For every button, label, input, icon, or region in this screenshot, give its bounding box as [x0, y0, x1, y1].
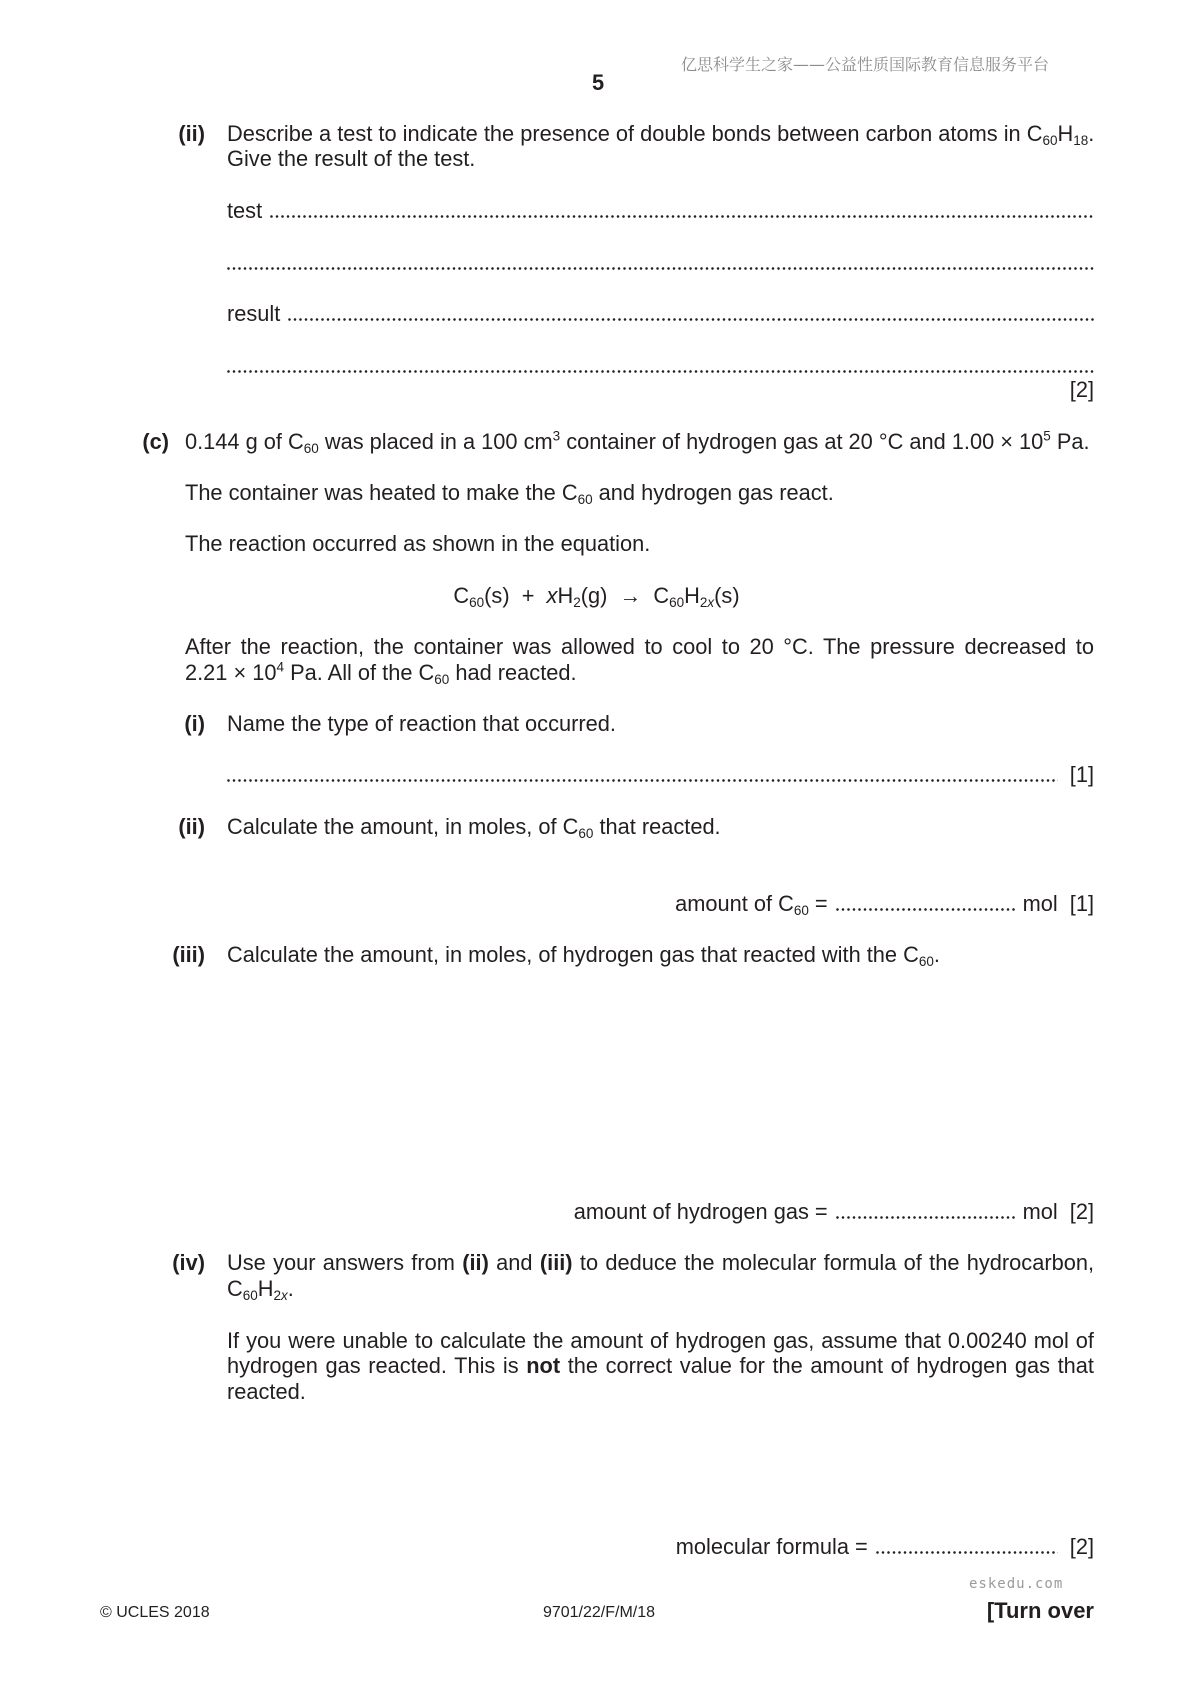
question-text: The reaction occurred as shown in the equation.	[185, 531, 651, 556]
text-run: Use your answers from	[227, 1250, 463, 1275]
paper-code: 9701/22/F/M/18	[542, 1604, 656, 1621]
text-run: amount of C	[675, 891, 794, 916]
marks-label: [1]	[1069, 891, 1094, 916]
answer-line	[288, 318, 1094, 321]
text-run: and hydrogen gas react.	[592, 480, 834, 505]
answer-row	[227, 353, 1094, 379]
question-number-ii: (ii)	[178, 121, 205, 146]
text-run: H	[557, 583, 574, 608]
watermark-header: 亿思科学生之家——公益性质国际教育信息服务平台	[681, 55, 1050, 74]
question-text	[227, 146, 475, 172]
subscript: 60	[577, 492, 593, 508]
question-text	[227, 814, 721, 840]
answer-line	[836, 1216, 1017, 1219]
text-run: 0.144 g of C	[185, 429, 304, 454]
note-text	[227, 1379, 306, 1405]
text-run: Give the result of the test.	[227, 146, 476, 171]
text-run: to deduce the molecular formula of the hydrocarbon,	[572, 1250, 1094, 1275]
answer-row-molecular-formula	[676, 1534, 1094, 1560]
question-number-i: (i)	[184, 711, 205, 736]
answer-line	[836, 908, 1017, 911]
answer-row	[227, 250, 1094, 276]
answer-line	[227, 779, 1058, 782]
text-run: the correct value for the amount of hydrogen gas that	[560, 1353, 1094, 1378]
subscript: x	[281, 1288, 288, 1304]
text-run: container of hydrogen gas at 20 °C and 1.00 × 10	[560, 429, 1044, 454]
text-run: and	[488, 1250, 540, 1275]
note-text	[227, 1328, 1094, 1354]
subscript: 2	[699, 595, 708, 611]
text-run: =	[808, 891, 828, 916]
answer-row-amount-c60	[675, 891, 1094, 917]
question-number-iv: (iv)	[172, 1250, 205, 1275]
marks-label: [2]	[1069, 1534, 1094, 1559]
marks-label: [1]	[1069, 762, 1094, 787]
bold-text: (iii)	[539, 1250, 573, 1275]
text-run: had reacted.	[449, 660, 577, 685]
question-text	[185, 634, 1094, 660]
text-run: (s) +	[484, 583, 547, 608]
text-run: (g) → C	[580, 583, 670, 608]
question-text	[185, 660, 577, 686]
question-part-c: (c)	[142, 429, 169, 454]
answer-label: amount of hydrogen gas =	[573, 1199, 828, 1224]
subscript: 60	[918, 954, 934, 970]
subscript: 60	[1042, 133, 1058, 149]
answer-line	[227, 267, 1094, 270]
answer-line	[876, 1551, 1058, 1554]
subscript: 60	[578, 826, 594, 842]
answer-row	[227, 762, 1094, 788]
answer-row-test	[227, 198, 1094, 224]
subscript: 60	[434, 672, 450, 688]
text-run: H	[257, 1276, 274, 1301]
text-run: .	[287, 1276, 294, 1301]
text-run: After the reaction, the container was allowed to cool to 20 °C. The pressure decreased to	[185, 634, 1094, 659]
turn-over-label: [Turn over	[986, 1598, 1094, 1623]
text-run: If you were unable to calculate the amount of hydrogen gas, assume that 0.00240 mol of	[227, 1328, 1094, 1353]
text-run: H	[684, 583, 700, 608]
question-text	[185, 429, 1090, 455]
bold-text: not	[526, 1353, 561, 1378]
text-run: 2.21 × 10	[185, 660, 277, 685]
subscript: 60	[469, 595, 485, 611]
question-text: Name the type of reaction that occurred.	[227, 711, 616, 736]
superscript: 5	[1043, 428, 1051, 444]
text-run: Calculate the amount, in moles, of C	[227, 814, 579, 839]
text-run: The container was heated to make the C	[185, 480, 578, 505]
subscript: x	[707, 595, 715, 611]
answer-label-test: test	[227, 198, 263, 223]
text-run: .	[1088, 121, 1095, 146]
text-run: reacted.	[227, 1379, 306, 1404]
copyright-text: © UCLES 2018	[100, 1604, 210, 1621]
text-run: that reacted.	[593, 814, 721, 839]
text-run: Describe a test to indicate the presence of double bonds between carbon atoms in C	[227, 121, 1043, 146]
question-text	[185, 480, 834, 506]
watermark-footer: eskedu.com	[969, 1576, 1064, 1592]
answer-line	[227, 370, 1094, 373]
text-run: Calculate the amount, in moles, of hydrogen gas that reacted with the C	[227, 942, 919, 967]
answer-label: molecular formula =	[675, 1534, 868, 1559]
question-text	[227, 942, 940, 968]
marks-label: [2]	[1069, 1199, 1094, 1224]
chemical-equation	[0, 583, 1191, 609]
text-run: C	[227, 1276, 243, 1301]
superscript: 3	[552, 428, 561, 444]
note-text	[227, 1353, 1094, 1379]
answer-label-result: result	[227, 301, 281, 326]
subscript: 2	[573, 595, 581, 611]
subscript: 60	[669, 595, 685, 611]
bold-text: (ii)	[462, 1250, 489, 1275]
marks-label: [2]	[1069, 377, 1094, 402]
subscript: 2	[273, 1288, 282, 1304]
answer-label	[675, 891, 828, 917]
answer-line	[270, 215, 1094, 218]
question-number-ii: (ii)	[178, 814, 205, 839]
text-run: Pa. All of the C	[284, 660, 435, 685]
question-text	[227, 121, 1094, 147]
text-run: H	[1057, 121, 1074, 146]
question-text	[227, 1250, 1094, 1276]
text-run: (s)	[714, 583, 740, 608]
text-run: Pa.	[1050, 429, 1090, 454]
text-run: was placed in a 100 cm	[318, 429, 553, 454]
text-run: C	[453, 583, 470, 608]
superscript: 4	[276, 659, 285, 675]
question-number-iii: (iii)	[172, 942, 205, 967]
italic-text: x	[546, 583, 558, 608]
text-run: .	[933, 942, 940, 967]
answer-row-result	[227, 301, 1094, 327]
text-run: hydrogen gas reacted. This is	[227, 1353, 527, 1378]
answer-row-amount-hydrogen	[574, 1199, 1094, 1225]
page-number: 5	[591, 70, 605, 95]
unit-label: mol	[1022, 891, 1058, 916]
subscript: 60	[303, 441, 319, 457]
subscript: 18	[1073, 133, 1089, 149]
subscript: 60	[793, 903, 809, 919]
question-text	[227, 1276, 294, 1302]
unit-label: mol	[1022, 1199, 1058, 1224]
subscript: 60	[242, 1288, 258, 1304]
